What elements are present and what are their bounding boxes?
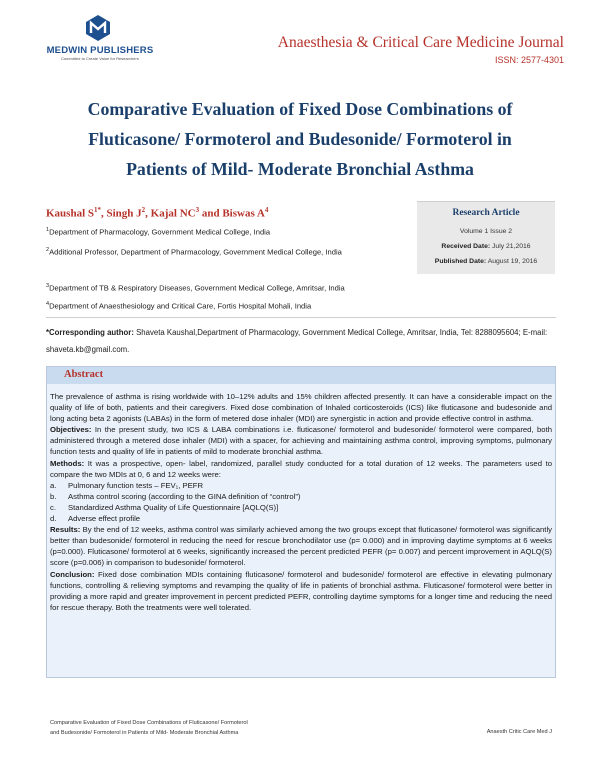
author-separator: , bbox=[101, 207, 107, 220]
abstract-conclusion bbox=[50, 569, 552, 613]
footer-line: Comparative Evaluation of Fixed Dose Combinations of Fluticasone/ Formoterol bbox=[50, 720, 248, 726]
article-type: Research Article bbox=[452, 208, 520, 218]
parameter-key: b. bbox=[50, 491, 57, 501]
author-separator: , bbox=[145, 207, 151, 220]
corresponding-label: *Corresponding author: bbox=[46, 328, 134, 337]
parameter-text: Asthma control scoring (according to the GINA definition of “control”) bbox=[68, 491, 301, 501]
affiliation-text: Department of Anaesthesiology and Critical Care, Fortis Hospital Mohali, India bbox=[49, 301, 312, 311]
title-line: Comparative Evaluation of Fixed Dose Combinations of bbox=[87, 99, 513, 119]
article-title bbox=[70, 94, 530, 184]
objectives-label: Objectives: bbox=[50, 425, 92, 435]
conclusion-label: Conclusion: bbox=[50, 569, 95, 579]
received-label: Received Date: bbox=[441, 243, 491, 250]
abstract-intro: The prevalence of asthma is rising worldwide with 10–12% adults and 15% children affected presently. It can have a considerable impact on the quality of life of both, patients and their caregivers. Fixed dose combination of Inhaled corticosteroids (ICS) like fluticasone and budesonide and long acting beta 2 agonists (LABAs) in the form of metered dose inhaler (MDI) are synergistic in action and provide effective control in asthma. bbox=[50, 392, 552, 424]
affiliation-text: Department of TB & Respiratory Diseases, Government Medical College, Amritsar, India bbox=[49, 283, 345, 293]
received-value: July 21,2016 bbox=[492, 243, 531, 250]
objectives-text: In the present study, two ICS & LABA combinations i.e. fluticasone/ formoterol and budesonide/ formoterol were compared, both administered through a metered dose inhaler (MDI) with a spacer, for achieving and maintaining asthma control, improving symptoms, pulmonary function tests and quality of life in patients of mild to moderate bronchial asthma. bbox=[50, 425, 552, 457]
results-label: Results: bbox=[50, 525, 81, 535]
volume-issue: Volume 1 Issue 2 bbox=[459, 228, 513, 235]
author-sup: 3 bbox=[195, 206, 200, 214]
title-line: Fluticasone/ Formoterol and Budesonide/ Formoterol in bbox=[88, 129, 512, 149]
parameter-text: Adverse effect profile bbox=[68, 514, 141, 524]
abstract-heading: Abstract bbox=[64, 369, 104, 380]
publisher-tagline: Committed to Create Value for Researchers bbox=[61, 57, 139, 61]
received-date bbox=[417, 243, 555, 250]
parameter-key: a. bbox=[50, 480, 57, 490]
parameter-text: Standardized Asthma Quality of Life Questionnaire [AQLQ(S)] bbox=[68, 502, 279, 512]
journal-name: Anaesthesia & Critical Care Medicine Journal bbox=[277, 34, 564, 51]
affiliation-2 bbox=[46, 242, 411, 261]
author-name: Biswas A bbox=[222, 207, 265, 220]
published-label: Published Date: bbox=[434, 258, 487, 265]
abstract-objectives bbox=[50, 424, 552, 457]
medwin-logo-icon bbox=[84, 14, 112, 42]
affiliation-3 bbox=[46, 278, 411, 297]
publisher-name: MEDWIN PUBLISHERS bbox=[46, 45, 154, 56]
affiliation-number: 2 bbox=[46, 247, 50, 253]
abstract-header-bar bbox=[47, 367, 555, 384]
title-line: Patients of Mild- Moderate Bronchial Asthma bbox=[126, 159, 474, 179]
parameter-text: Pulmonary function tests – FEV₁, PEFR bbox=[68, 480, 204, 490]
author-name: Kaushal S bbox=[46, 207, 94, 220]
author-sup: 2 bbox=[141, 206, 146, 214]
corresponding-text: Shaveta Kaushal,Department of Pharmacology, Government Medical College, Amritsar, India, Tel: 8288095604; E-mail: shaveta.kb@gmail.com. bbox=[46, 328, 548, 354]
author-name: Singh J bbox=[106, 207, 142, 220]
parameter-key: c. bbox=[50, 502, 56, 512]
abstract-box bbox=[46, 366, 556, 678]
affiliation-number: 4 bbox=[46, 301, 50, 307]
journal-issn: ISSN: 2577-4301 bbox=[494, 55, 564, 65]
footer-journal-abbrev: Anaesth Critic Care Med J bbox=[486, 729, 552, 735]
author-sup: 4 bbox=[264, 206, 269, 214]
parameter-item bbox=[50, 491, 552, 502]
author-separator: and bbox=[199, 207, 223, 220]
article-info-box bbox=[417, 201, 555, 274]
methods-text: It was a prospective, open- label, randomized, parallel study conducted for a total duration of 12 weeks. The parameters used to compare the two MDIs at 0, 6 and 12 weeks were: bbox=[50, 458, 552, 479]
author-list bbox=[46, 206, 268, 220]
footer-line: and Budesonide/ Formoterol in Patients of Mild- Moderate Bronchial Asthma bbox=[50, 730, 239, 736]
parameter-item bbox=[50, 502, 552, 513]
results-text: By the end of 12 weeks, asthma control was similarly achieved among the two groups except that fluticasone/ formoterol was significantly better than budesonide/ formoterol in reducing the need for rescue bronchodilator use (p= 0.000) and in improving daytime symptoms at 6 weeks (p=0.000). Fluticasone/ formoterol at 6 weeks, significantly increased the percent predicted PEFR (p= 0.007) and percent improvement in AQLQ(S) score (p=0.006) in comparison to budesonide/ formoterol. bbox=[50, 525, 552, 568]
affiliation-text: Department of Pharmacology, Government Medical College, India bbox=[49, 227, 271, 237]
abstract-methods bbox=[50, 458, 552, 480]
footer-title bbox=[50, 718, 370, 738]
affiliation-number: 3 bbox=[46, 283, 50, 289]
author-name: Kajal NC bbox=[150, 207, 196, 220]
affiliation-text: Additional Professor, Department of Pharmacology, Government Medical College, India bbox=[49, 247, 342, 257]
parameter-key: d. bbox=[50, 514, 57, 524]
conclusion-text: Fixed dose combination MDIs containing fluticasone/ formoterol and budesonide/ formoterol are effective in elevating pulmonary functions, controlling & relieving symptoms and revamping the quality of life in patients of bronchial asthma. Fluticasone/ formoterol were better in providing a more rapid and greater improvement in percent predicted PEFR, controlling daytime symptoms for a longer time and reducing the need for rescue therapy. Both the treatments were well tolerated. bbox=[50, 569, 552, 612]
publisher-logo bbox=[40, 14, 160, 66]
section-divider bbox=[46, 317, 556, 318]
published-value: August 19, 2016 bbox=[487, 258, 538, 265]
corresponding-author bbox=[46, 324, 556, 358]
affiliation-number: 1 bbox=[46, 227, 50, 233]
parameter-item bbox=[50, 513, 552, 524]
methods-label: Methods: bbox=[50, 458, 85, 468]
author-sup: 1* bbox=[94, 206, 101, 214]
abstract-results bbox=[50, 524, 552, 568]
parameter-item bbox=[50, 480, 552, 491]
published-date bbox=[417, 258, 555, 265]
affiliation-1 bbox=[46, 222, 411, 241]
abstract-body bbox=[50, 391, 552, 613]
affiliation-4 bbox=[46, 296, 411, 315]
